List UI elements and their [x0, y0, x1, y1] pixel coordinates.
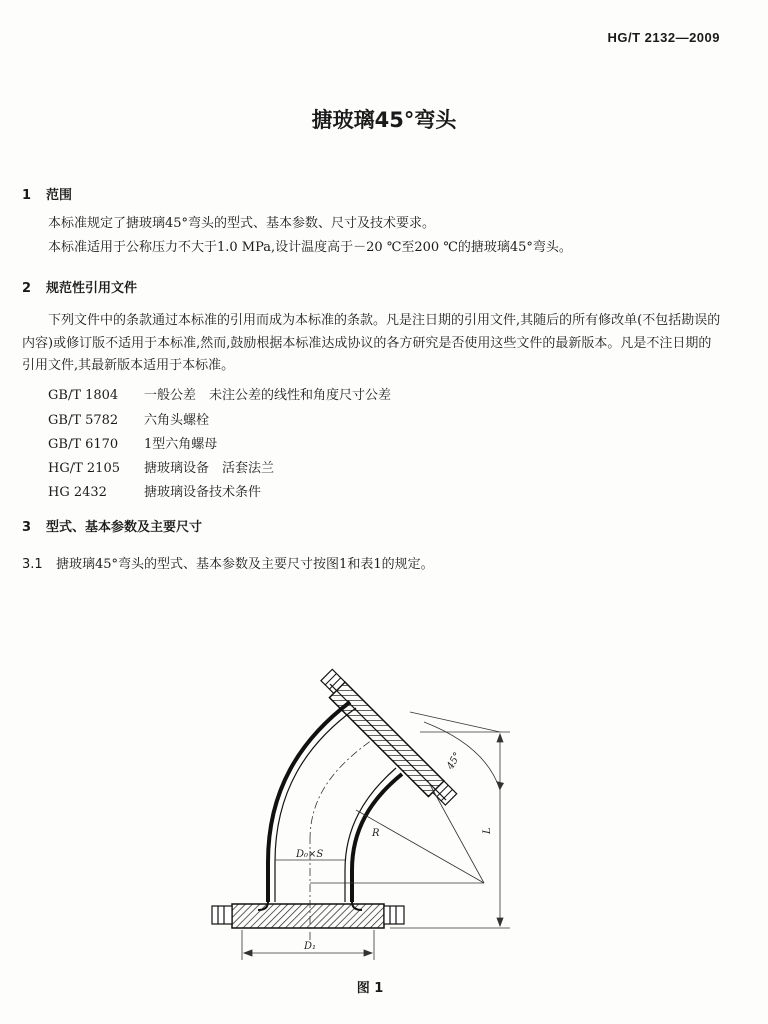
page-title: 搪玻璃45°弯头 [311, 108, 457, 132]
length-label: L [482, 827, 493, 834]
reference-title: 一般公差 未注公差的线性和角度尺寸公差 [144, 388, 392, 403]
section-title: 范围 [46, 188, 73, 203]
section-2-intro: 下列文件中的条款通过本标准的引用而成为本标准的条款。凡是注日期的引用文件,其随后的所有修改单(不包括勘误的内容)或修订版不适用于本标准,然而,鼓励根据本标准达成协议的各方研究是否使用这些文件的最新版本。凡是不注日期的引用文件,其最新版本适用于本标准。 [22, 313, 721, 373]
flange-diameter-label: D₁ [304, 941, 317, 952]
reference-item [48, 481, 261, 500]
outer-wall [268, 702, 350, 902]
section-2-heading [22, 277, 137, 296]
bottom-flange [232, 904, 384, 928]
angle-label: 45° [445, 750, 464, 772]
section-number: 3 [22, 520, 32, 535]
section-title: 规范性引用文件 [46, 281, 138, 296]
reference-item [48, 384, 391, 403]
reference-item [48, 457, 274, 476]
reference-title: 搪玻璃设备 活套法兰 [144, 461, 275, 476]
pipe-label: D₀×S [296, 849, 324, 860]
reference-item [48, 409, 209, 428]
section-number: 1 [22, 188, 32, 203]
section-1-paragraph-1: 本标准规定了搪玻璃45°弯头的型式、基本参数、尺寸及技术要求。 [48, 216, 436, 231]
clause-text: 搪玻璃45°弯头的型式、基本参数及主要尺寸按图1和表1的规定。 [56, 557, 434, 572]
clause-number: 3.1 [22, 557, 43, 572]
section-title: 型式、基本参数及主要尺寸 [46, 520, 203, 535]
reference-title: 1型六角螺母 [144, 437, 218, 452]
reference-code: GB/T 1804 [48, 388, 119, 403]
radius-label: R [372, 828, 380, 839]
section-1-heading [22, 184, 72, 203]
figure-caption: 图 1 [356, 981, 384, 996]
reference-code: HG/T 2105 [48, 461, 120, 476]
reference-title: 六角头螺栓 [144, 413, 210, 428]
section-3-heading [22, 516, 202, 535]
reference-code: GB/T 5782 [48, 413, 119, 428]
clause-3-1 [22, 553, 434, 572]
reference-item [48, 433, 217, 452]
standard-number: HG/T 2132—2009 [607, 30, 720, 45]
reference-code: HG 2432 [48, 485, 107, 500]
reference-code: GB/T 6170 [48, 437, 119, 452]
section-number: 2 [22, 281, 32, 296]
reference-title: 搪玻璃设备技术条件 [144, 485, 262, 500]
section-1-paragraph-2: 本标准适用于公称压力不大于1.0 MPa,设计温度高于－20 ℃至200 ℃的搪玻璃45°弯头。 [48, 240, 572, 255]
elbow-drawing [0, 640, 768, 970]
